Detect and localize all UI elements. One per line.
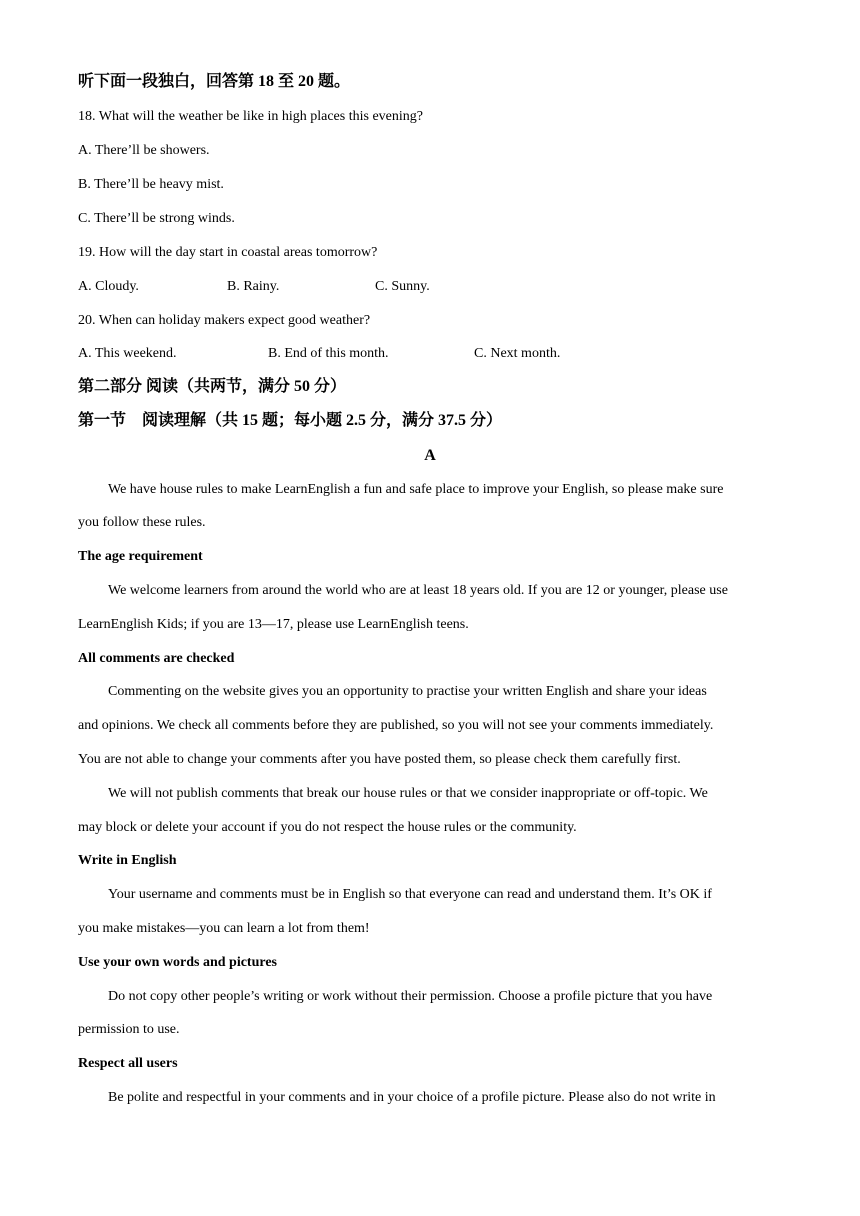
- listening-instruction: 听下面一段独白，回答第 18 至 20 题。: [78, 73, 351, 90]
- write-in-english-heading: Write in English: [78, 853, 177, 868]
- comments-paragraph-2-line-1: We will not publish comments that break our house rules or that we consider inappropriate or off-topic. We: [108, 786, 708, 801]
- question-20: 20. When can holiday makers expect good weather?: [78, 313, 371, 328]
- comments-paragraph-2-line-2: may block or delete your account if you do not respect the house rules or the community.: [78, 820, 577, 835]
- question-18-option-b: B. There’ll be heavy mist.: [78, 177, 224, 192]
- own-words-paragraph-line-1: Do not copy other people’s writing or work without their permission. Choose a profile picture that you have: [108, 989, 713, 1004]
- respect-paragraph-line-1: Be polite and respectful in your comments and in your choice of a profile picture. Please also do not write in: [108, 1090, 716, 1105]
- intro-paragraph-line-2: you follow these rules.: [78, 515, 206, 530]
- intro-paragraph-line-1: We have house rules to make LearnEnglish a fun and safe place to improve your English, so please make sure: [108, 482, 724, 497]
- question-20-option-a: A. This weekend.: [78, 346, 177, 361]
- question-19: 19. How will the day start in coastal areas tomorrow?: [78, 245, 378, 260]
- own-words-paragraph-line-2: permission to use.: [78, 1022, 180, 1037]
- comments-paragraph-line-3: You are not able to change your comments after you have posted them, so please check them carefully first.: [78, 752, 681, 767]
- english-paragraph-line-2: you make mistakes—you can learn a lot from them!: [78, 921, 370, 936]
- section-1-title: 第一节 阅读理解（共 15 题；每小题 2.5 分，满分 37.5 分）: [78, 412, 503, 429]
- own-words-heading: Use your own words and pictures: [78, 955, 278, 970]
- age-requirement-heading: The age requirement: [78, 549, 203, 564]
- part-2-title: 第二部分 阅读（共两节，满分 50 分）: [78, 378, 347, 395]
- age-paragraph-line-2: LearnEnglish Kids; if you are 13—17, please use LearnEnglish teens.: [78, 617, 469, 632]
- question-18: 18. What will the weather be like in high places this evening?: [78, 109, 423, 124]
- question-19-option-b: B. Rainy.: [227, 279, 280, 294]
- comments-paragraph-line-2: and opinions. We check all comments before they are published, so you will not see your comments immediately.: [78, 718, 714, 733]
- question-18-option-a: A. There’ll be showers.: [78, 143, 210, 158]
- question-20-option-c: C. Next month.: [474, 346, 561, 361]
- passage-label: A: [424, 447, 436, 464]
- question-20-option-b: B. End of this month.: [268, 346, 389, 361]
- comments-heading: All comments are checked: [78, 651, 235, 666]
- question-19-option-c: C. Sunny.: [375, 279, 430, 294]
- english-paragraph-line-1: Your username and comments must be in English so that everyone can read and understand them. It’s OK if: [108, 887, 712, 902]
- respect-users-heading: Respect all users: [78, 1056, 178, 1071]
- question-19-option-a: A. Cloudy.: [78, 279, 139, 294]
- comments-paragraph-line-1: Commenting on the website gives you an opportunity to practise your written English and share your ideas: [108, 684, 707, 699]
- age-paragraph-line-1: We welcome learners from around the world who are at least 18 years old. If you are 12 or younger, please use: [108, 583, 728, 598]
- question-18-option-c: C. There’ll be strong winds.: [78, 211, 235, 226]
